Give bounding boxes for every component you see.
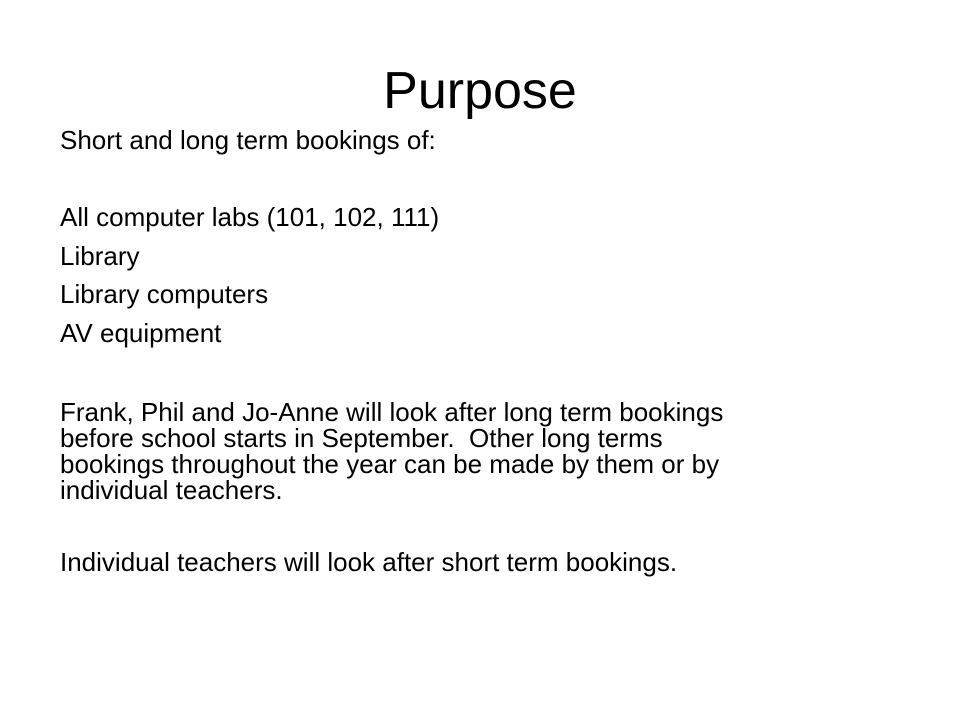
paragraph-line: individual teachers. bbox=[60, 474, 283, 505]
slide-title: Purpose bbox=[383, 62, 577, 120]
slide-body bbox=[60, 121, 920, 582]
paragraph-line: Frank, Phil and Jo-Anne will look after long term bookings bbox=[60, 396, 724, 427]
spacer bbox=[60, 505, 920, 544]
paragraph-line: before school starts in September. Other long terms bbox=[60, 422, 663, 453]
short-term-text: Individual teachers will look after short term bookings. bbox=[60, 547, 678, 577]
spacer bbox=[60, 160, 920, 199]
paragraph-line: bookings throughout the year can be made by them or by bbox=[60, 448, 720, 479]
resource-item: All computer labs (101, 102, 111) bbox=[60, 202, 440, 232]
intro-text: Short and long term bookings of: bbox=[60, 125, 436, 155]
resource-item: Library computers bbox=[60, 279, 269, 309]
spacer bbox=[60, 352, 920, 391]
resource-item: Library bbox=[60, 240, 140, 271]
resource-item: AV equipment bbox=[60, 317, 222, 348]
resource-list bbox=[60, 198, 920, 352]
long-term-paragraph bbox=[60, 391, 920, 505]
